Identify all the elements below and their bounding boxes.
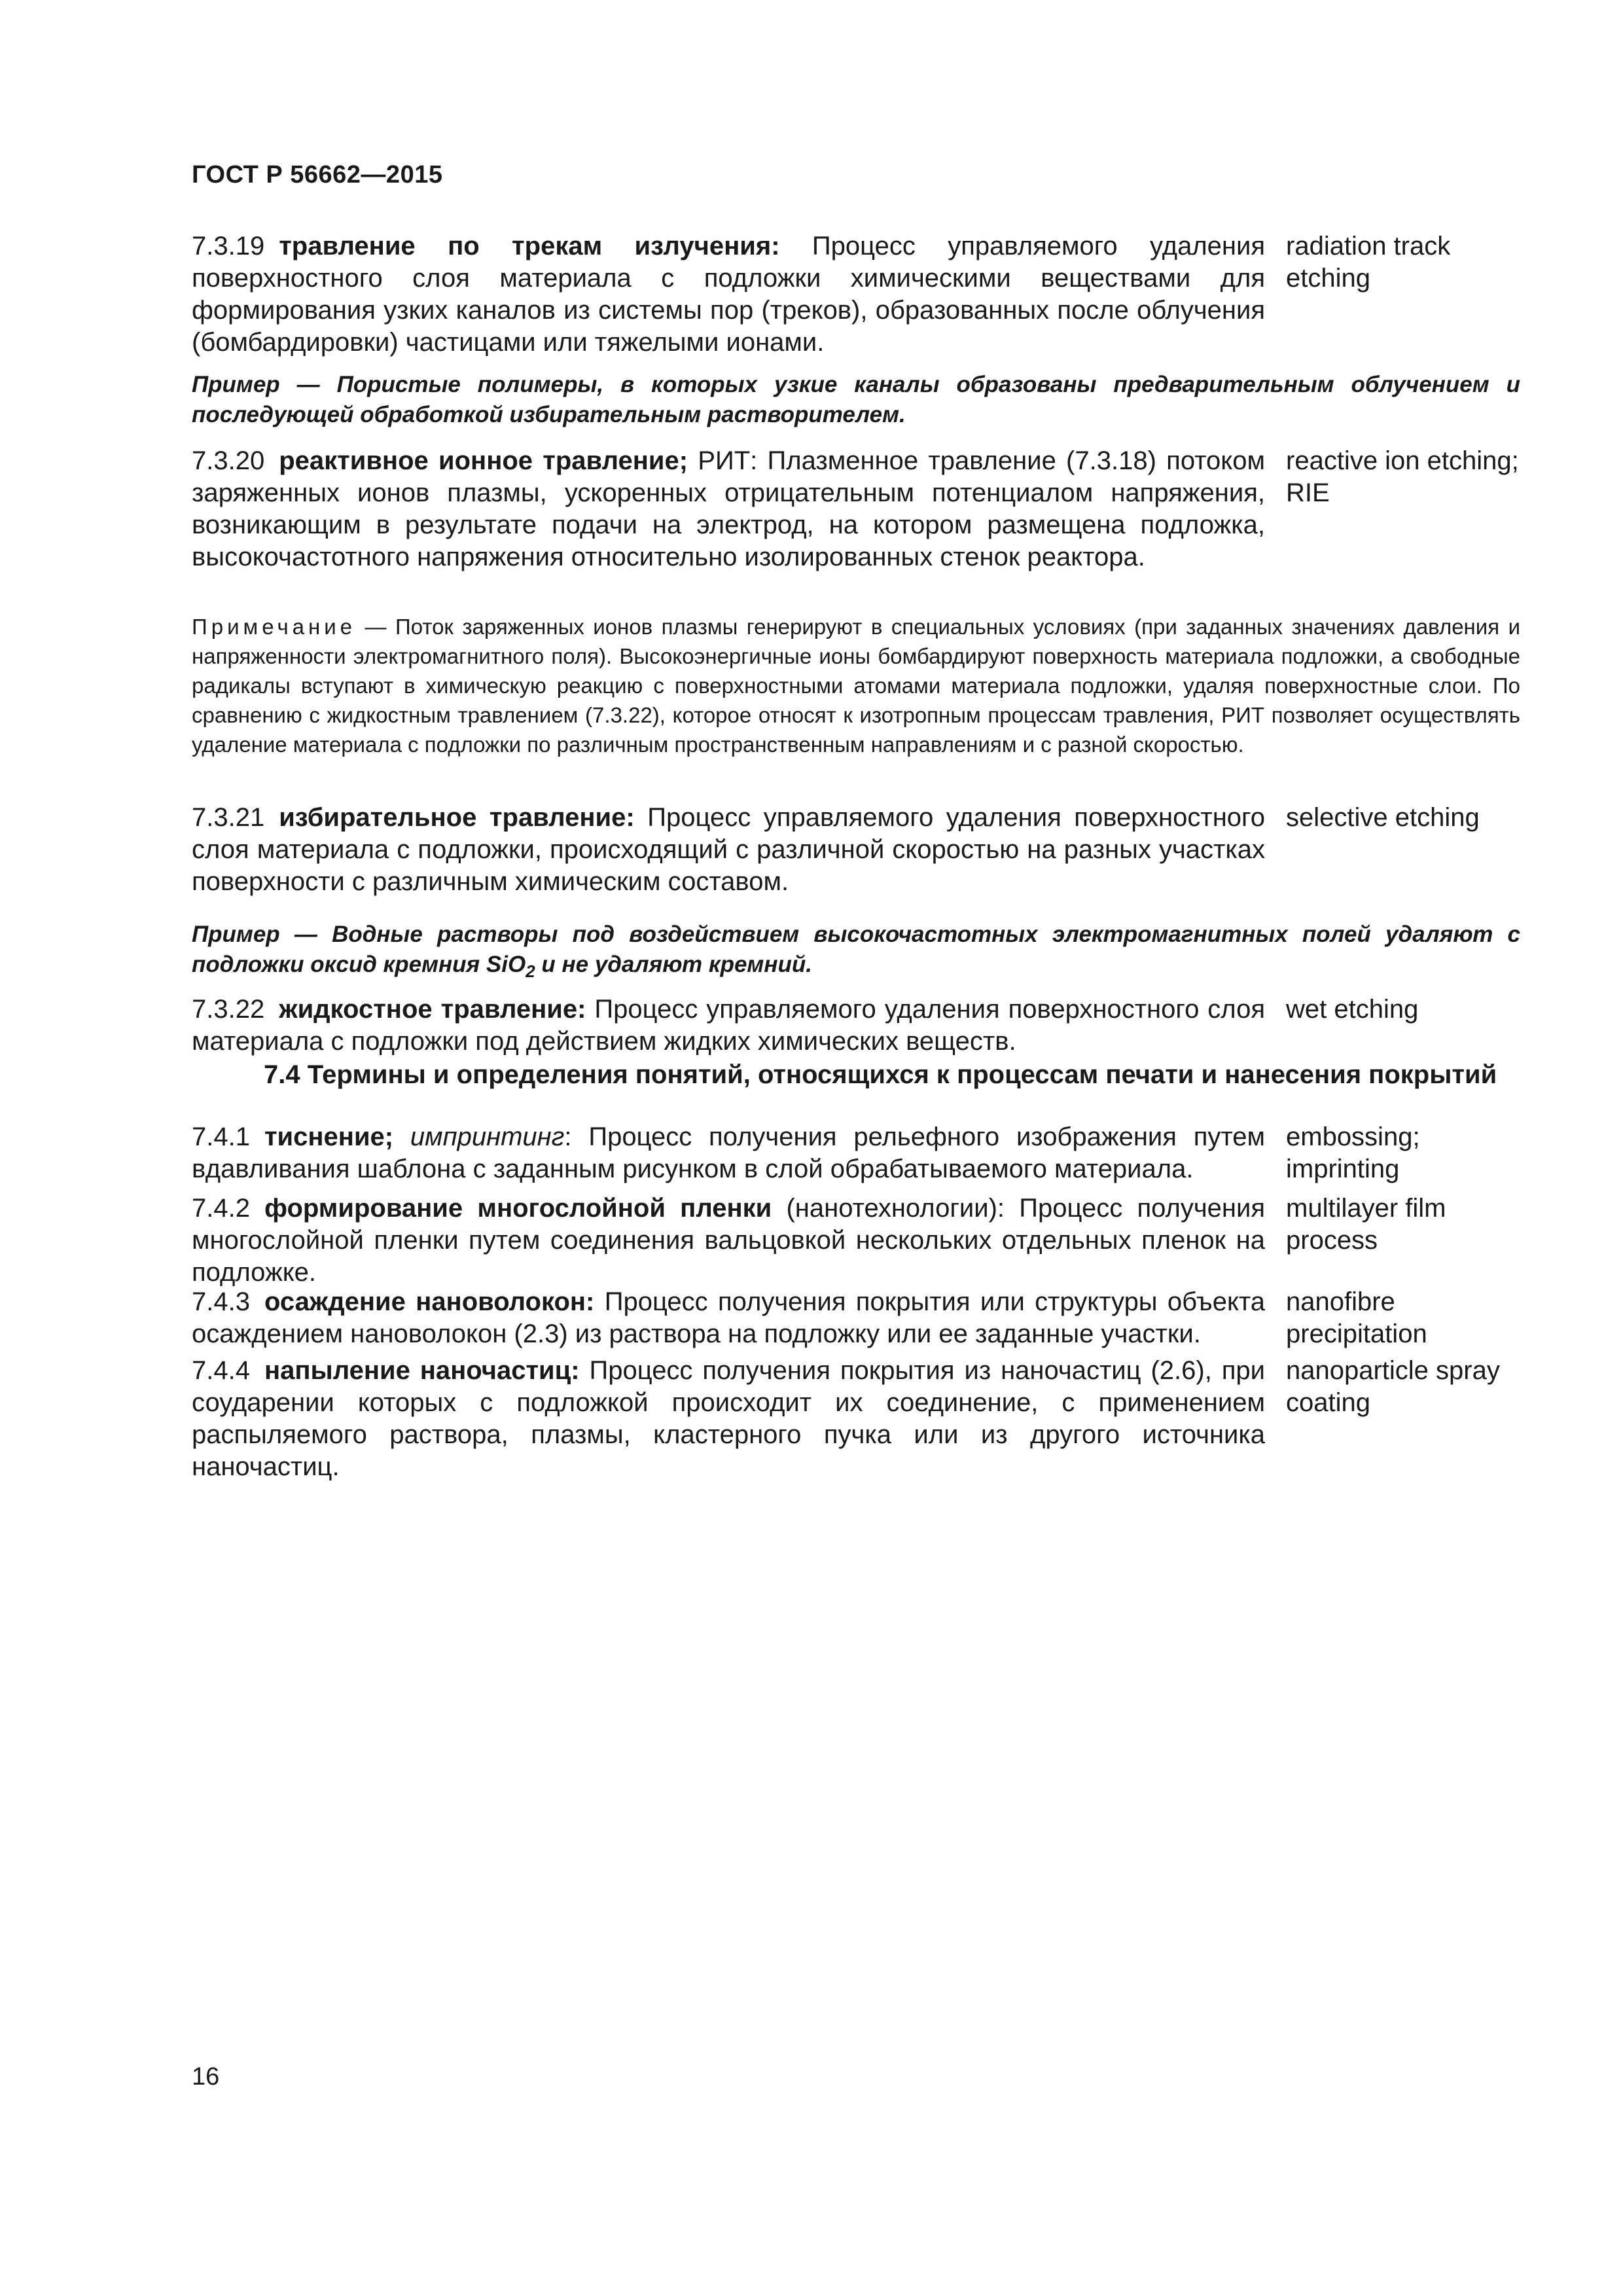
- example-7-3-21: [192, 920, 1520, 980]
- definition: (нанотехнологии): Процесс получения многослойной пленки путем соединения вальцовкой нескольких отдельных пленок на подложке.: [192, 1194, 1265, 1287]
- term: осаждение нановолокон:: [264, 1287, 595, 1316]
- clause-number: 7.3.22: [192, 995, 265, 1024]
- clause-number: 7.4.2: [192, 1194, 250, 1223]
- page-number: 16: [192, 2063, 220, 2090]
- definition: Процесс получения покрытия из наночастиц (2.6), при соударении которых с подложкой происходит их соединение, с применением распыляемого раствора, плазмы, кластерного пучка или из другого источника наночастиц.: [192, 1356, 1265, 1481]
- definition-text: [192, 1355, 1265, 1483]
- definition-text: [192, 445, 1265, 573]
- english-equivalent: selective etching: [1286, 803, 1480, 832]
- english-equivalent: multilayer film process: [1286, 1194, 1446, 1255]
- definition: Процесс получения покрытия или структуры объекта осаждением нановолокон (2.3) из раствора на подложку или ее заданные участки.: [192, 1287, 1266, 1348]
- clause-number: 7.3.20: [192, 446, 265, 475]
- clause-number: 7.4.1: [192, 1122, 250, 1151]
- term: формирование многослойной пленки: [264, 1194, 772, 1223]
- definition-text: [192, 1286, 1265, 1350]
- clause-number: 7.3.21: [192, 803, 265, 832]
- definition-text: [192, 802, 1265, 898]
- example-7-3-19: Пример — Пористые полимеры, в которых узкие каналы образованы предварительным облучением и последующей обработкой избирательным растворителем.: [192, 372, 1520, 427]
- term: избирательное травление:: [279, 803, 635, 832]
- document-header: ГОСТ Р 56662—2015: [192, 161, 443, 188]
- english-equivalent: reactive ion etching; RIE: [1286, 446, 1519, 507]
- note-text: — Поток заряженных ионов плазмы генерируют в специальных условиях (при заданных значениях давления и напряженности электромагнитного поля). Высокоэнергичные ионы бомбардируют поверхность материала подложки, а свободные радикалы вступают в химическую реакцию с поверхностными атомами материала подложки, удаляя поверхностные слои. По сравнению с жидкостным травлением (7.3.22), которое относят к изотропным процессам травления, РИТ позволяет осуществлять удаление материала с подложки по различным пространственным направлениям и с разной скоростью.: [192, 615, 1520, 757]
- definition: Процесс управляемого удаления поверхностного слоя материала с подложки под действием жидких химических веществ.: [192, 995, 1265, 1056]
- definition-text: [192, 230, 1265, 359]
- clause-number: 7.4.3: [192, 1287, 250, 1316]
- clause-number: 7.3.19: [192, 232, 265, 260]
- english-equivalent: nanoparticle spray coating: [1286, 1356, 1500, 1417]
- abbreviation: РИТ: [688, 446, 751, 475]
- section-heading-7-4: 7.4 Термины и определения понятий, относящихся к процессам печати и нанесения покрытий: [264, 1060, 1497, 1089]
- term: тиснение;: [264, 1122, 394, 1151]
- definition-text: [192, 1193, 1265, 1289]
- term: травление по трекам излучения:: [279, 232, 780, 260]
- english-equivalent: radiation track etching: [1286, 232, 1451, 293]
- clause-number: 7.4.4: [192, 1356, 250, 1385]
- english-equivalent: wet etching: [1286, 995, 1419, 1024]
- definition: Процесс управляемого удаления поверхностного слоя материала с подложки химическими веществами для формирования узких каналов из системы пор (треков), образованных после облучения (бомбардировки) частицами или тяжелыми ионами.: [192, 232, 1265, 357]
- note-label: Примечание: [192, 615, 357, 639]
- term: реактивное ионное травление;: [279, 446, 688, 475]
- term: напыление наночастиц:: [264, 1356, 580, 1385]
- definition: : Плазменное травление (7.3.18) потоком заряженных ионов плазмы, ускоренных отрицательным потенциалом напряжения, возникающим в результате подачи на электрод, на котором размещена подложка, высокочастотного напряжения относительно изолированных стенок реактора.: [192, 446, 1265, 571]
- definition: Процесс управляемого удаления поверхностного слоя материала с подложки, происходящий с различной скоростью на разных участках поверхности с различным химическим составом.: [192, 803, 1265, 896]
- alternative-term: импринтинг: [410, 1122, 565, 1151]
- definition-text: [192, 1121, 1265, 1185]
- subscript: 2: [526, 961, 535, 981]
- english-equivalent: nanofibre precipitation: [1286, 1287, 1427, 1348]
- note-7-3-20: [192, 612, 1520, 759]
- definition: : Процесс получения рельефного изображения путем вдавливания шаблона с заданным рисунком в слой обрабатываемого материала.: [192, 1122, 1265, 1183]
- definition-text: [192, 994, 1265, 1058]
- english-equivalent: embossing; imprinting: [1286, 1122, 1420, 1183]
- term: жидкостное травление:: [279, 995, 586, 1024]
- example-text-end: и не удаляют кремний.: [535, 952, 812, 977]
- example-text: Пример — Водные растворы под воздействием высокочастотных электромагнитных полей удаляют с подложки оксид кремния SiO: [192, 922, 1520, 977]
